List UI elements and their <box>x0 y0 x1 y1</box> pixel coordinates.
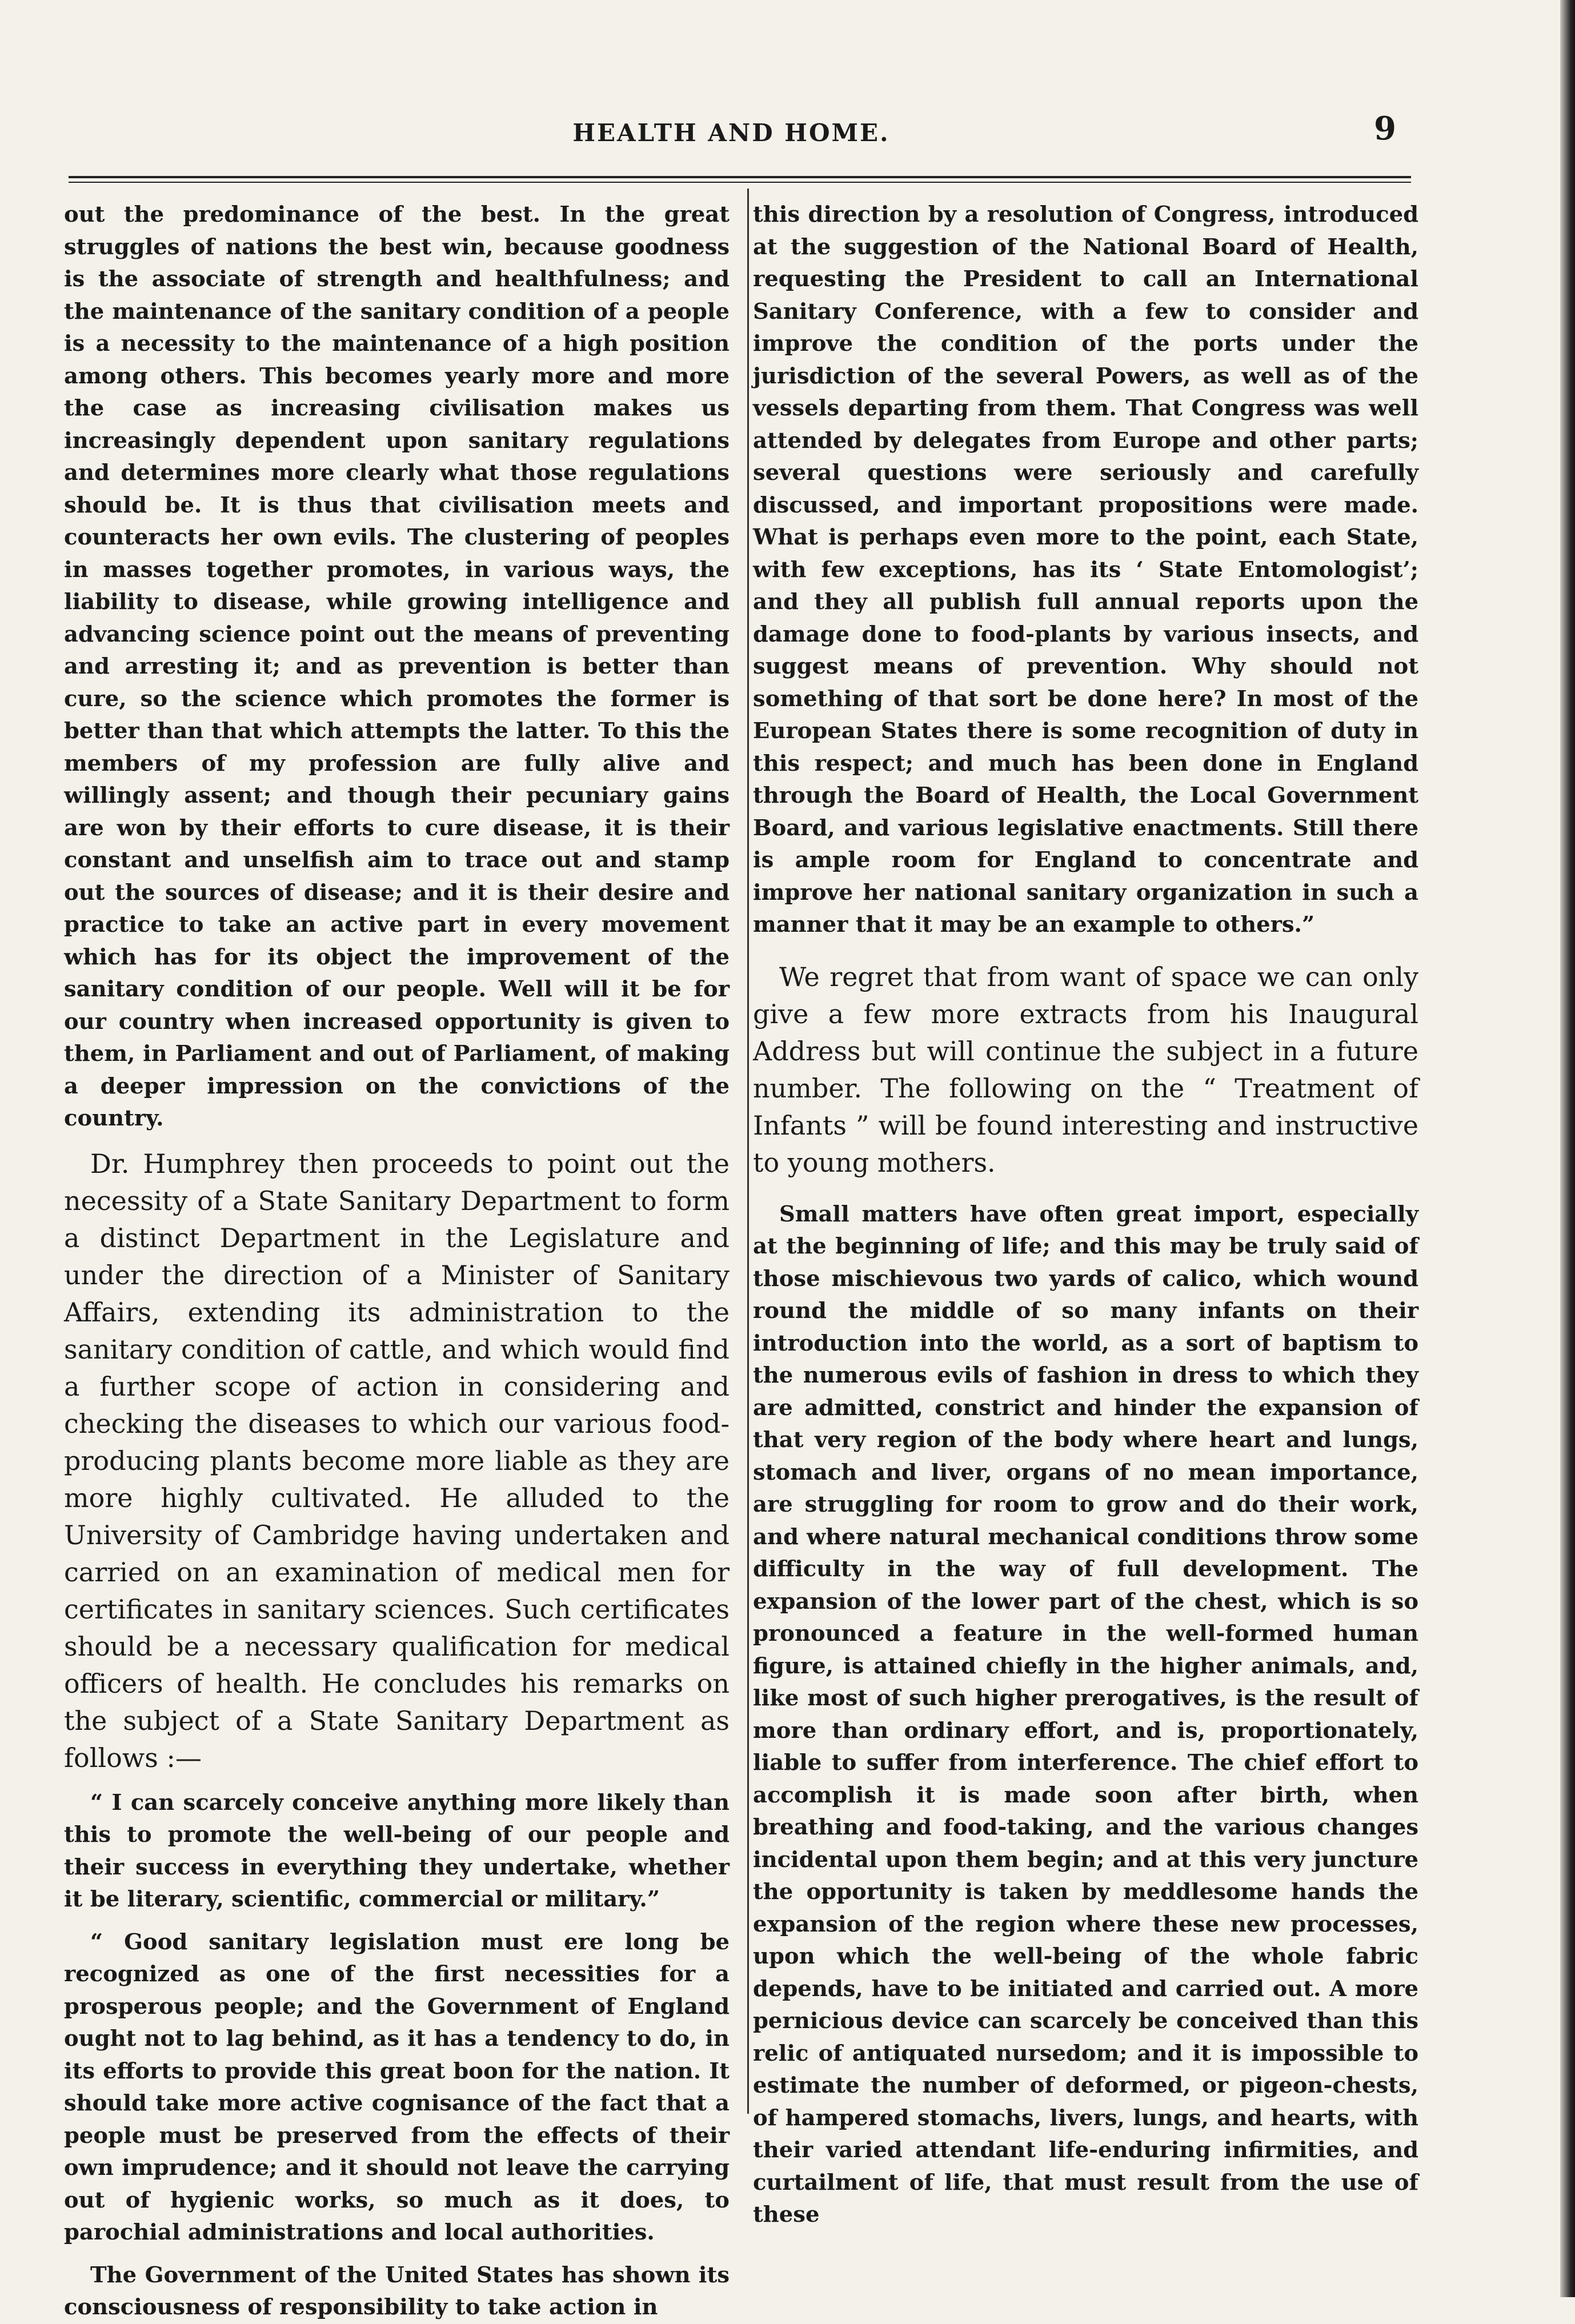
header-rule-thick <box>69 176 1411 178</box>
right-column <box>753 199 1418 2231</box>
column-divider <box>747 189 749 2114</box>
left-quote-2: “ Good sanitary legislation must ere long be recognized as one of the first necessities for a prosperous people; and the Government of England ought not to lag behind, as it has a tendency to do, in its efforts to provide this great boon for the nation. It should take more active cognisance of the fact that a people must be preserved from the effects of their own imprudence; and it should not leave the carrying out of hygienic works, so much as it does, to parochial administrations and local authorities. <box>64 1929 730 2245</box>
header-rule-thin <box>69 182 1411 183</box>
page-number: 9 <box>1374 110 1396 147</box>
right-paragraph-1: this direction by a resolution of Congress, introduced at the suggestion of the National Board of Health, requesting the President to call an International Sanitary Conference, with a few to consider and improve the condition of the ports under the jurisdiction of the several Powers, as well as of the vessels departing from them. That Congress was well attended by delegates from Europe and other parts; several questions were seriously and carefully discussed, and important propositions were made. What is perhaps even more to the point, each State, with few exceptions, has its ‘ State Entomologist’; and they all publish full annual reports upon the damage done to food-plants by various insects, and suggest means of prevention. Why should not something of that sort be done here? In most of the European States there is some recognition of duty in this respect; and much has been done in England through the Board of Health, the Local Government Board, and various legislative enactments. Still there is ample room for England to concentrate and improve her national sanitary organization in such a manner that it may be an example to others.” <box>753 202 1418 937</box>
page-binding-edge <box>1560 0 1575 2297</box>
left-quote-1: “ I can scarcely conceive anything more likely than this to promote the well-being of our people and their success in everything they undertake, whether it be literary, scientific, commercial or military.” <box>64 1789 730 1912</box>
left-column <box>64 199 730 2324</box>
running-title: HEALTH AND HOME. <box>572 119 890 147</box>
left-paragraph-2: Dr. Humphrey then proceeds to point out the necessity of a State Sanitary Department to form a distinct Department in the Legislature and under the direction of a Minister of Sanitary Affairs, extending its administration to the sanitary condition of cattle, and which would find a further scope of action in considering and checking the diseases to which our various food-producing plants become more liable as they are more highly cultivated. He alluded to the University of Cambridge having undertaken and carried on an examination of medical men for certificates in sanitary sciences. Such certificates should be a necessary qualification for medical officers of health. He concludes his remarks on the subject of a State Sanitary Department as follows :— <box>64 1148 730 1773</box>
left-paragraph-1: out the predominance of the best. In the great struggles of nations the best win, because goodness is the associate of strength and healthfulness; and the maintenance of the sanitary condition of a people is a necessity to the maintenance of a high position among others. This becomes yearly more and more the case as increasing civilisation makes us increasingly dependent upon sanitary regulations and determines more clearly what those regulations should be. It is thus that civilisation meets and counteracts her own evils. The clustering of peoples in masses together promotes, in various ways, the liability to disease, while growing intelligence and advancing science point out the means of preventing and arresting it; and as prevention is better than cure, so the science which promotes the former is better than that which attempts the latter. To this the members of my profession are fully alive and willingly assent; and though their pecuniary gains are won by their efforts to cure disease, it is their constant and unselfish aim to trace out and stamp out the sources of disease; and it is their desire and practice to take an active part in every movement which has for its object the improvement of the sanitary condition of our people. Well will it be for our country when increased opportunity is given to them, in Parliament and out of Parliament, of making a deeper impression on the convictions of the country. <box>64 202 730 1131</box>
right-paragraph-2: We regret that from want of space we can only give a few more extracts from his Inaugural Address but will continue the subject in a future number. The following on the “ Treatment of Infants ” will be found interesting and instructive to young mothers. <box>753 961 1418 1178</box>
left-paragraph-3: The Government of the United States has shown its consciousness of responsibility to take action in <box>64 2262 730 2320</box>
right-paragraph-3: Small matters have often great import, especially at the beginning of life; and this may be truly said of those mischievous two yards of calico, which wound round the middle of so many infants on their introduction into the world, as a sort of baptism to the numerous evils of fashion in dress to which they are admitted, constrict and hinder the expansion of that very region of the body where heart and lungs, stomach and liver, organs of no mean importance, are struggling for room to grow and do their work, and where natural mechanical conditions throw some difficulty in the way of full development. The expansion of the lower part of the chest, which is so pronounced a feature in the well-formed human figure, is attained chiefly in the higher animals, and, like most of such higher prerogatives, is the result of more than ordinary effort, and is, proportionately, liable to suffer from interference. The chief effort to accomplish it is made soon after birth, when breathing and food-taking, and the various changes incidental upon them begin; and at this very juncture the opportunity is taken by meddlesome hands the expansion of the region where these new processes, upon which the well-being of the whole fabric depends, have to be initiated and carried out. A more pernicious device can scarcely be conceived than this relic of antiquated nursedom; and it is impossible to estimate the number of deformed, or pigeon-chests, of hampered stomachs, livers, lungs, and hearts, with their varied attendant life-enduring infirmities, and curtailment of life, that must result from the use of these <box>753 1201 1418 2227</box>
page-header <box>0 110 1575 160</box>
